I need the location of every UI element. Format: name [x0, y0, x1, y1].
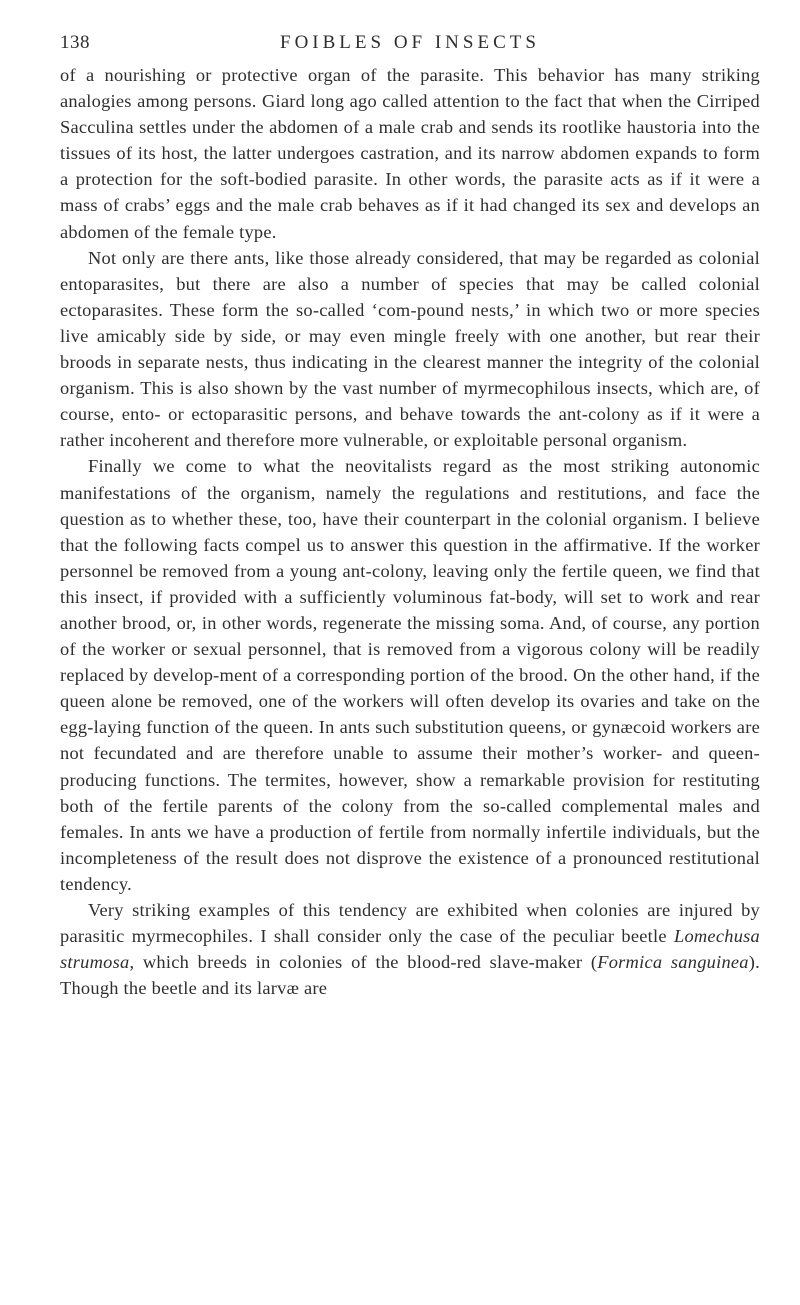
body-text [60, 62, 760, 1001]
species-name-formica: Formica sanguinea [597, 952, 749, 973]
paragraph-4-text-middle: , which breeds in colonies of the blood-red slave-maker ( [129, 952, 598, 973]
page-number: 138 [60, 32, 90, 53]
paragraph-4-text-before: Very striking examples of this tendency are exhibited when colonies are injured by parasitic myrmecophiles. I shall consider only the case of the peculiar beetle [60, 900, 760, 947]
paragraph-2: Not only are there ants, like those already considered, that may be regarded as colonial entoparasites, but there are also a number of species that may be called colonial ectoparasites. These form the so-called ‘com-pound nests,’ in which two or more species live amicably side by side, or may even mingle freely with one another, but rear their broods in separate nests, thus indicating in the clearest manner the integrity of the colonial organism. This is also shown by the vast number of myrmecophilous insects, which are, of course, ento- or ectoparasitic persons, and behave towards the ant-colony as if it were a rather incoherent and therefore more vulnerable, or exploitable personal organism. [60, 247, 760, 451]
paragraph-3: Finally we come to what the neovitalists regard as the most striking autonomic manifestations of the organism, namely the regulations and restitutions, and face the question as to whether these, too, have their counterpart in the colonial organism. I believe that the following facts compel us to answer this question in the affirmative. If the worker personnel be removed from a young ant-colony, leaving only the fertile queen, we find that this insect, if provided with a sufficiently voluminous fat-body, will set to work and rear another brood, or, in other words, regenerate the missing soma. And, of course, any portion of the worker or sexual personnel, that is removed from a vigorous colony will be readily replaced by develop-ment of a corresponding portion of the brood. On the other hand, if the queen alone be removed, one of the workers will often develop its ovaries and take on the egg-laying function of the queen. In ants such substitution queens, or gynæcoid workers are not fecundated and are therefore unable to assume their mother’s worker- and queen-producing functions. The termites, however, show a remarkable provision for restituting both of the fertile parents of the colony from the so-called complemental males and females. In ants we have a production of fertile from normally infertile individuals, but the incompleteness of the result does not disprove the existence of a pronounced restitutional tendency. [60, 456, 760, 894]
paragraph-1: of a nourishing or protective organ of the parasite. This behavior has many striking analogies among persons. Giard long ago called attention to the fact that when the Cirriped Sacculina settles under the abdomen of a male crab and sends its rootlike haustoria into the tissues of its host, the latter undergoes castration, and its narrow abdomen expands to form a protection for the soft-bodied parasite. In other words, the parasite acts as if it were a mass of crabs’ eggs and the male crab behaves as if it had changed its sex and develops an abdomen of the female type. [60, 65, 760, 242]
running-title: FOIBLES OF INSECTS [280, 32, 540, 53]
species-name-lomechusa: Lomechusa strumosa [60, 926, 760, 973]
running-head [60, 28, 760, 62]
paragraph-4 [60, 897, 760, 1001]
paragraph-4-text-after: ). Though the beetle and its larvæ are [60, 952, 760, 999]
book-page [60, 28, 760, 1001]
